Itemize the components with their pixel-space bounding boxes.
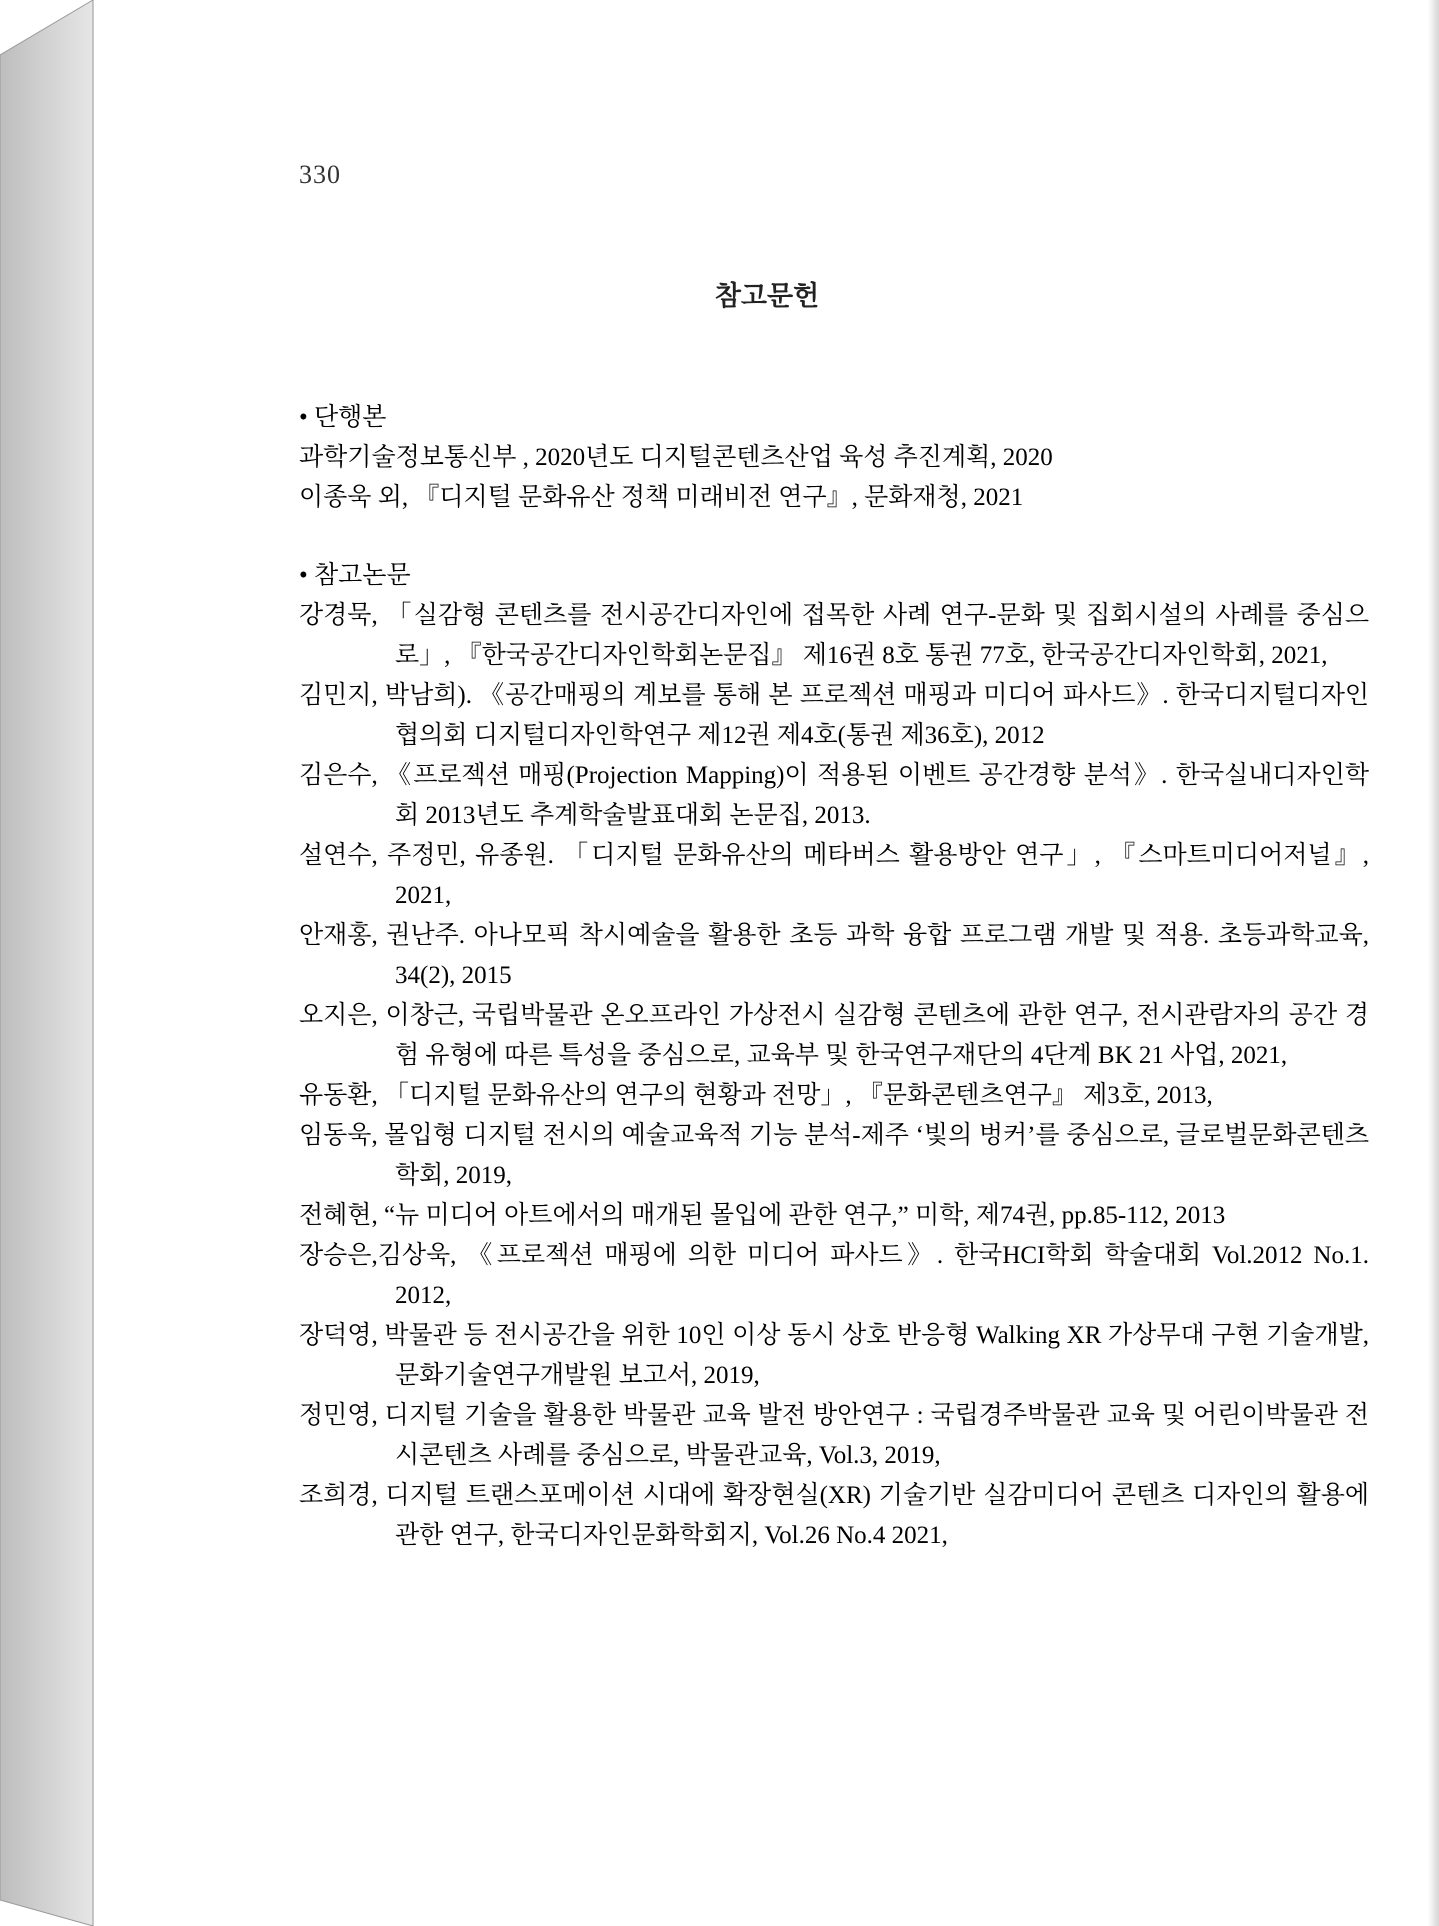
- reference-entry: 정민영, 디지털 기술을 활용한 박물관 교육 발전 방안연구 : 국립경주박물관 교육 및 어린이박물관 전시콘텐츠 사례를 중심으로, 박물관교육, Vol.3, 2019,: [299, 1402, 1369, 1469]
- reference-entry: 오지은, 이창근, 국립박물관 온오프라인 가상전시 실감형 콘텐츠에 관한 연구, 전시관람자의 공간 경험 유형에 따른 특성을 중심으로, 교육부 및 한국연구재단의 4단계 BK 21 사업, 2021,: [299, 1002, 1369, 1069]
- section-books: [299, 398, 1369, 518]
- document-page: [93, 0, 1439, 1926]
- book-spine: [0, 0, 100, 1926]
- reference-entry: 설연수, 주정민, 유종원. 「디지털 문화유산의 메타버스 활용방안 연구」, 『스마트미디어저널』, 2021,: [299, 842, 1369, 909]
- section-heading: • 참고논문: [299, 562, 411, 589]
- page-number: 330: [299, 160, 341, 189]
- section-papers: [299, 556, 1369, 1556]
- page-title: 참고문헌: [714, 281, 820, 311]
- section-heading: • 단행본: [299, 404, 387, 431]
- reference-entry: 유동환, 「디지털 문화유산의 연구의 현황과 전망」, 『문화콘텐츠연구』 제3호, 2013,: [299, 1082, 1213, 1109]
- reference-entry: 강경묵, 「실감형 콘텐츠를 전시공간디자인에 접목한 사례 연구-문화 및 집회시설의 사례를 중심으로」, 『한국공간디자인학회논문집』 제16권 8호 통권 77호, 한국공간디자인학회, 2021,: [299, 602, 1369, 669]
- reference-entry: 조희경, 디지털 트랜스포메이션 시대에 확장현실(XR) 기술기반 실감미디어 콘텐츠 디자인의 활용에 관한 연구, 한국디자인문화학회지, Vol.26 No.4 2021,: [299, 1482, 1369, 1549]
- reference-entry: 장덕영, 박물관 등 전시공간을 위한 10인 이상 동시 상호 반응형 Walking XR 가상무대 구현 기술개발, 문화기술연구개발원 보고서, 2019,: [299, 1322, 1369, 1389]
- reference-entry: 전혜현, “뉴 미디어 아트에서의 매개된 몰입에 관한 연구,” 미학, 제74권, pp.85-112, 2013: [299, 1202, 1226, 1229]
- reference-entry: 김은수, 《프로젝션 매핑(Projection Mapping)이 적용된 이벤트 공간경향 분석》. 한국실내디자인학회 2013년도 추계학술발표대회 논문집, 2013.: [299, 762, 1369, 829]
- reference-entry: 이종욱 외, 『디지털 문화유산 정책 미래비전 연구』, 문화재청, 2021: [299, 484, 1024, 511]
- reference-entry: 장승은,김상욱, 《프로젝션 매핑에 의한 미디어 파사드》. 한국HCI학회 학술대회 Vol.2012 No.1. 2012,: [299, 1242, 1369, 1309]
- reference-entry: 안재홍, 권난주. 아나모픽 착시예술을 활용한 초등 과학 융합 프로그램 개발 및 적용. 초등과학교육, 34(2), 2015: [299, 922, 1369, 989]
- reference-entry: 김민지, 박남희). 《공간매핑의 계보를 통해 본 프로젝션 매핑과 미디어 파사드》. 한국디지털디자인협의회 디지털디자인학연구 제12권 제4호(통권 제36호), 2012: [299, 682, 1369, 749]
- reference-entry: 임동욱, 몰입형 디지털 전시의 예술교육적 기능 분석-제주 ‘빛의 벙커’를 중심으로, 글로벌문화콘텐츠학회, 2019,: [299, 1122, 1369, 1189]
- reference-entry: 과학기술정보통신부 , 2020년도 디지털콘텐츠산업 육성 추진계획, 2020: [299, 444, 1053, 471]
